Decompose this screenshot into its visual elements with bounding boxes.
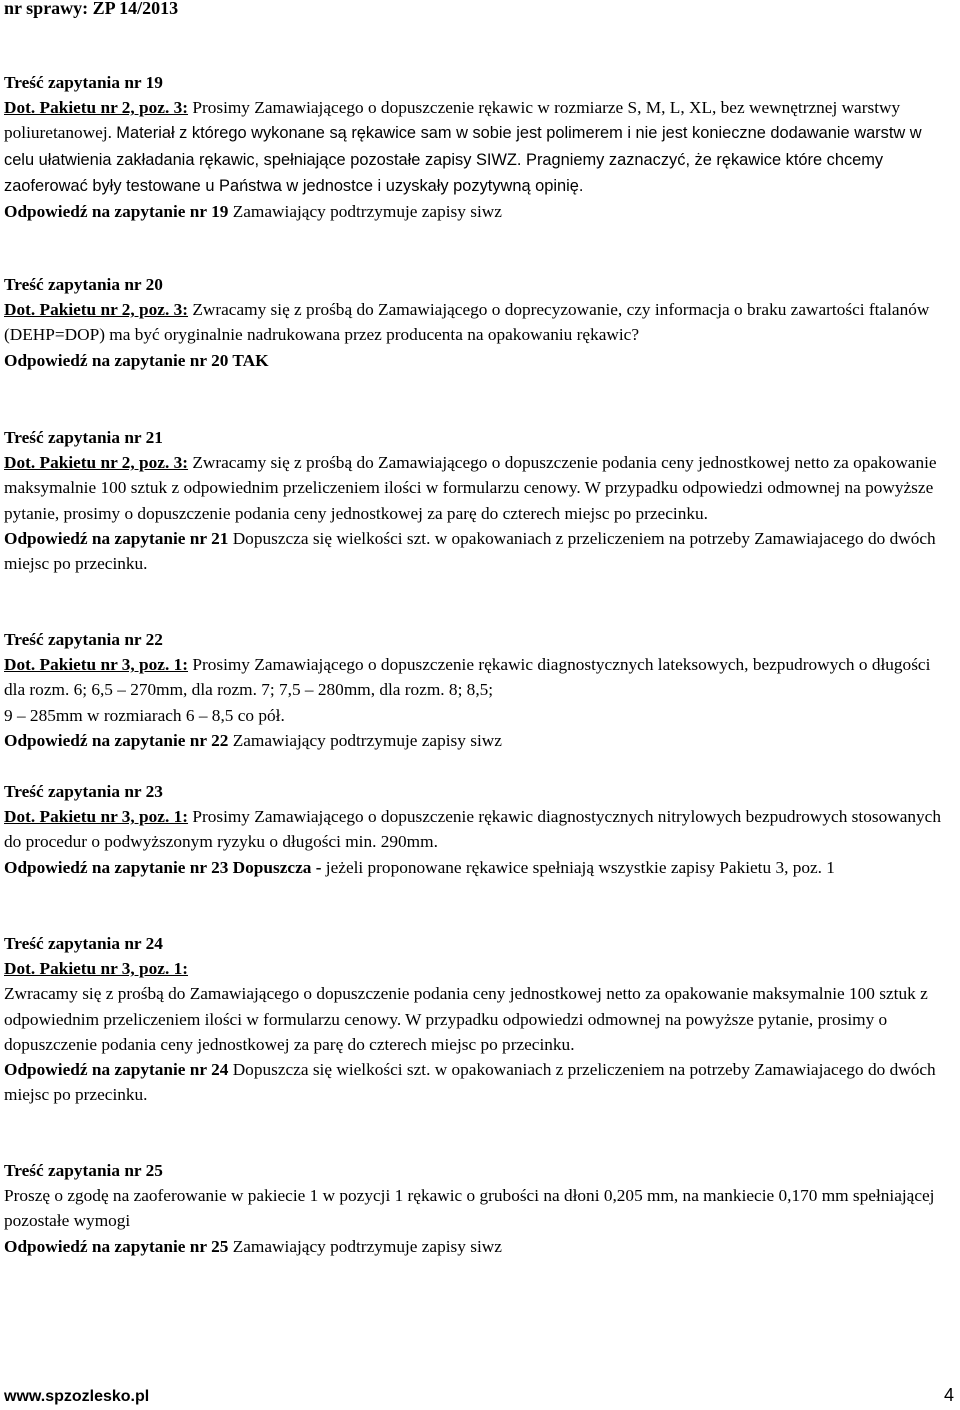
question-title: Treść zapytania nr 23 <box>4 782 163 801</box>
answer-label: Odpowiedź na zapytanie nr 22 <box>4 730 229 750</box>
answer-label: Odpowiedź na zapytanie nr 19 <box>4 202 229 222</box>
answer <box>4 855 952 880</box>
question-text: Prosimy Zamawiającego o dopuszczenie rękawic w rozmiarze S, M, L, XL, bez wewnętrznej warstwy poliuretanowej. <box>4 98 901 143</box>
case-number: nr sprawy: ZP 14/2013 <box>4 0 179 18</box>
question-body <box>4 652 952 728</box>
question-reference: Dot. Pakietu nr 2, poz. 3: <box>4 98 189 118</box>
question-text: Zwracamy się z prośbą do Zamawiającego o dopuszczenie podania ceny jednostkowej netto za opakowanie maksymalnie 100 sztuk z odpowiednim przeliczeniem ilości w formularzu cenowy. W przypadku odpowiedzi odmownej na powyższe pytanie, prosimy o dopuszczenie podania ceny jednostkowej za parę do czterech miejsc po przecinku. <box>4 453 937 523</box>
answer-label: Odpowiedź na zapytanie nr 23 Dopuszcza - <box>4 857 322 877</box>
answer <box>4 1057 952 1107</box>
question-body <box>4 450 952 526</box>
question-title: Treść zapytania nr 22 <box>4 630 163 649</box>
answer <box>4 199 952 224</box>
question-text: Prosimy Zamawiającego o dopuszczenie rękawic diagnostycznych nitrylowych bezpudrowych stosowanych do procedur o podwyższonym ryzyku o długości min. 290mm. <box>4 807 941 852</box>
question-25 <box>4 1158 952 1259</box>
answer <box>4 348 952 373</box>
answer <box>4 526 952 576</box>
question-title: Treść zapytania nr 25 <box>4 1161 163 1180</box>
question-24 <box>4 931 952 1107</box>
question-21 <box>4 425 952 576</box>
question-text: Proszę o zgodę na zaoferowanie w pakiecie 1 w pozycji 1 rękawic o grubości na dłoni 0,205 mm, na mankiecie 0,170 mm spełniającej pozostałe wymogi <box>4 1186 935 1231</box>
question-text-continued: Materiał z którego wykonane są rękawice sam w sobie jest polimerem i nie jest konieczne dodawanie warstw w celu ułatwienia zakładania rękawic, spełniające pozostałe zapisy SIWZ. Pragniemy zaznaczyć, że rękawice które chcemy zaoferować były testowane u Państwa w jednostce i uzyskały pozytywną opinię. <box>4 124 922 195</box>
question-text: Prosimy Zamawiającego o dopuszczenie rękawic diagnostycznych lateksowych, bezpudrowych o długości dla rozm. 6; 6,5 – 270mm, dla rozm. 7; 7,5 – 280mm, dla rozm. 8; 8,5; <box>4 655 931 700</box>
answer <box>4 728 952 753</box>
footer-website: www.spzozlesko.pl <box>4 1388 150 1405</box>
question-text: Zwracamy się z prośbą do Zamawiającego o doprecyzowanie, czy informacja o braku zawartości ftalanów (DEHP=DOP) ma być oryginalnie nadrukowana przez producenta na opakowaniu rękawic? <box>4 300 930 345</box>
answer-text: jeżeli proponowane rękawice spełniają wszystkie zapisy Pakietu 3, poz. 1 <box>321 857 835 877</box>
answer-text: Dopuszcza się wielkości szt. w opakowaniach z przeliczeniem na potrzeby Zamawiajacego do dwóch miejsc po przecinku. <box>4 528 936 574</box>
question-title: Treść zapytania nr 20 <box>4 275 163 294</box>
question-body <box>4 95 952 199</box>
question-reference: Dot. Pakietu nr 3, poz. 1: <box>4 807 189 827</box>
question-reference: Dot. Pakietu nr 2, poz. 3: <box>4 453 189 473</box>
question-text-line2: 9 – 285mm w rozmiarach 6 – 8,5 co pół. <box>4 705 285 725</box>
question-20 <box>4 272 952 373</box>
question-body <box>4 297 952 347</box>
question-reference: Dot. Pakietu nr 3, poz. 1: <box>4 959 189 979</box>
question-23 <box>4 779 952 880</box>
question-title: Treść zapytania nr 21 <box>4 428 163 447</box>
question-title: Treść zapytania nr 24 <box>4 934 163 953</box>
answer-text: Zamawiający podtrzymuje zapisy siwz <box>228 730 502 750</box>
answer <box>4 1234 952 1259</box>
question-19 <box>4 70 952 224</box>
question-reference: Dot. Pakietu nr 3, poz. 1: <box>4 655 189 675</box>
answer-label: Odpowiedź na zapytanie nr 20 TAK <box>4 350 269 370</box>
question-22 <box>4 627 952 753</box>
answer-label: Odpowiedź na zapytanie nr 25 <box>4 1236 229 1256</box>
question-title: Treść zapytania nr 19 <box>4 73 163 92</box>
answer-label: Odpowiedź na zapytanie nr 24 <box>4 1060 229 1080</box>
answer-text: Dopuszcza się wielkości szt. w opakowaniach z przeliczeniem na potrzeby Zamawiajacego do dwóch miejsc po przecinku. <box>4 1060 936 1105</box>
question-reference: Dot. Pakietu nr 2, poz. 3: <box>4 300 189 320</box>
question-text: Zwracamy się z prośbą do Zamawiającego o dopuszczenie podania ceny jednostkowej netto za opakowanie maksymalnie 100 sztuk z odpowiednim przeliczeniem ilości w formularzu cenowy. W przypadku odpowiedzi odmownej na powyższe pytanie, prosimy o dopuszczenie podania ceny jednostkowej za parę do czterech miejsc po przecinku. <box>4 984 928 1054</box>
page-number: 4 <box>943 1385 954 1405</box>
answer-label: Odpowiedź na zapytanie nr 21 <box>4 528 229 548</box>
answer-text: Zamawiający podtrzymuje zapisy siwz <box>228 202 502 222</box>
answer-text: Zamawiający podtrzymuje zapisy siwz <box>228 1236 502 1256</box>
question-body <box>4 804 952 854</box>
